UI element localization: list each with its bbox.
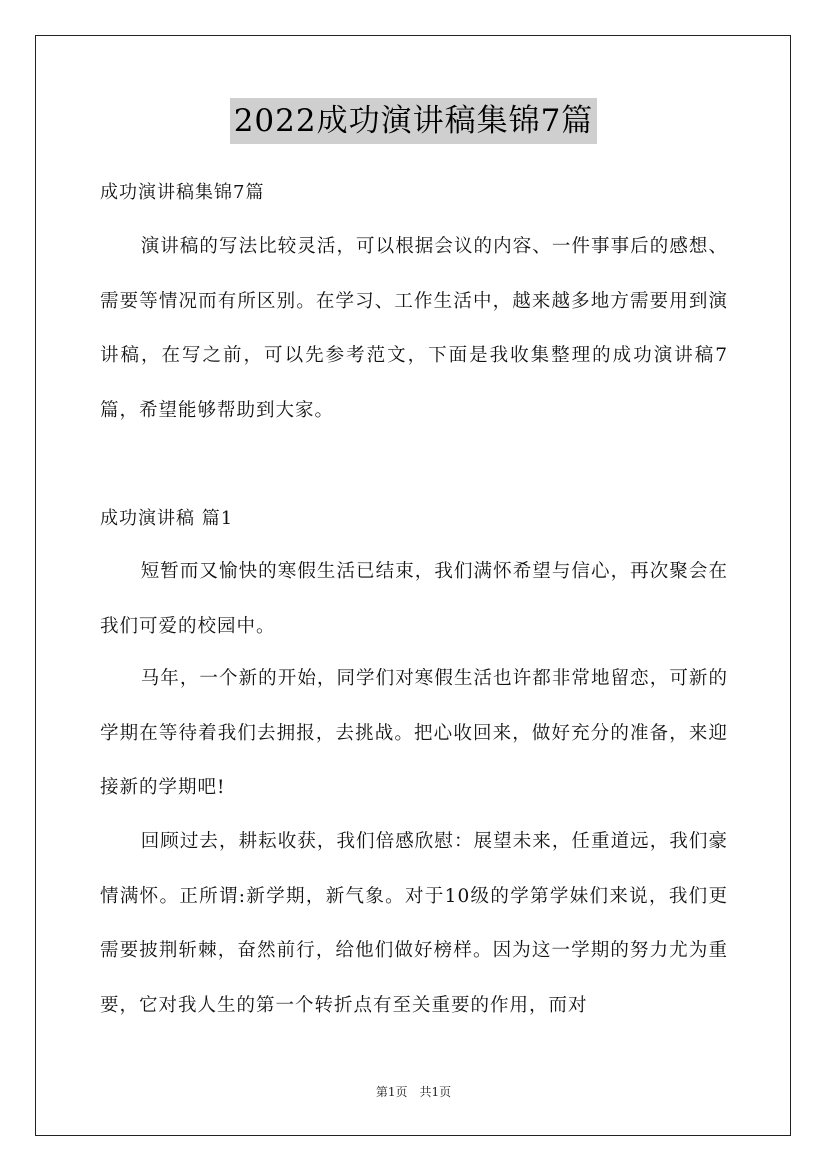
title-container xyxy=(0,98,827,144)
page-number-current: 第1页 xyxy=(375,1085,408,1099)
intro-paragraph: 演讲稿的写法比较灵活，可以根据会议的内容、一件事事后的感想、需要等情况而有所区别。在学习、工作生活中，越来越多地方需要用到演讲稿，在写之前，可以先参考范文，下面是我收集整理的成功演讲稿7篇，希望能够帮助到大家。 xyxy=(100,236,728,421)
body-paragraph-2: 马年，一个新的开始，同学们对寒假生活也许都非常地留恋，可新的学期在等待着我们去拥报，去挑战。把心收回来，做好充分的准备，来迎接新的学期吧! xyxy=(100,668,728,798)
page-number-total: 共1页 xyxy=(419,1085,452,1099)
body-paragraph-3: 回顾过去，耕耘收获，我们倍感欣慰：展望未来，任重道远，我们豪情满怀。正所谓:新学期，新气象。对于10级的学第学妹们来说，我们更需要披荆斩棘，奋然前行，给他们做好榜样。因为这一学期的努力尤为重要，它对我人生的第一个转折点有至关重要的作用，而对 xyxy=(100,831,728,1016)
document-title: 2022成功演讲稿集锦7篇 xyxy=(230,98,598,144)
page-footer xyxy=(0,1084,827,1100)
body-paragraph-1: 短暂而又愉快的寒假生活已结束，我们满怀希望与信心，再次聚会在我们可爱的校园中。 xyxy=(100,561,728,637)
section-heading: 成功演讲稿 篇1 xyxy=(100,508,234,529)
document-subtitle: 成功演讲稿集锦7篇 xyxy=(100,182,265,203)
